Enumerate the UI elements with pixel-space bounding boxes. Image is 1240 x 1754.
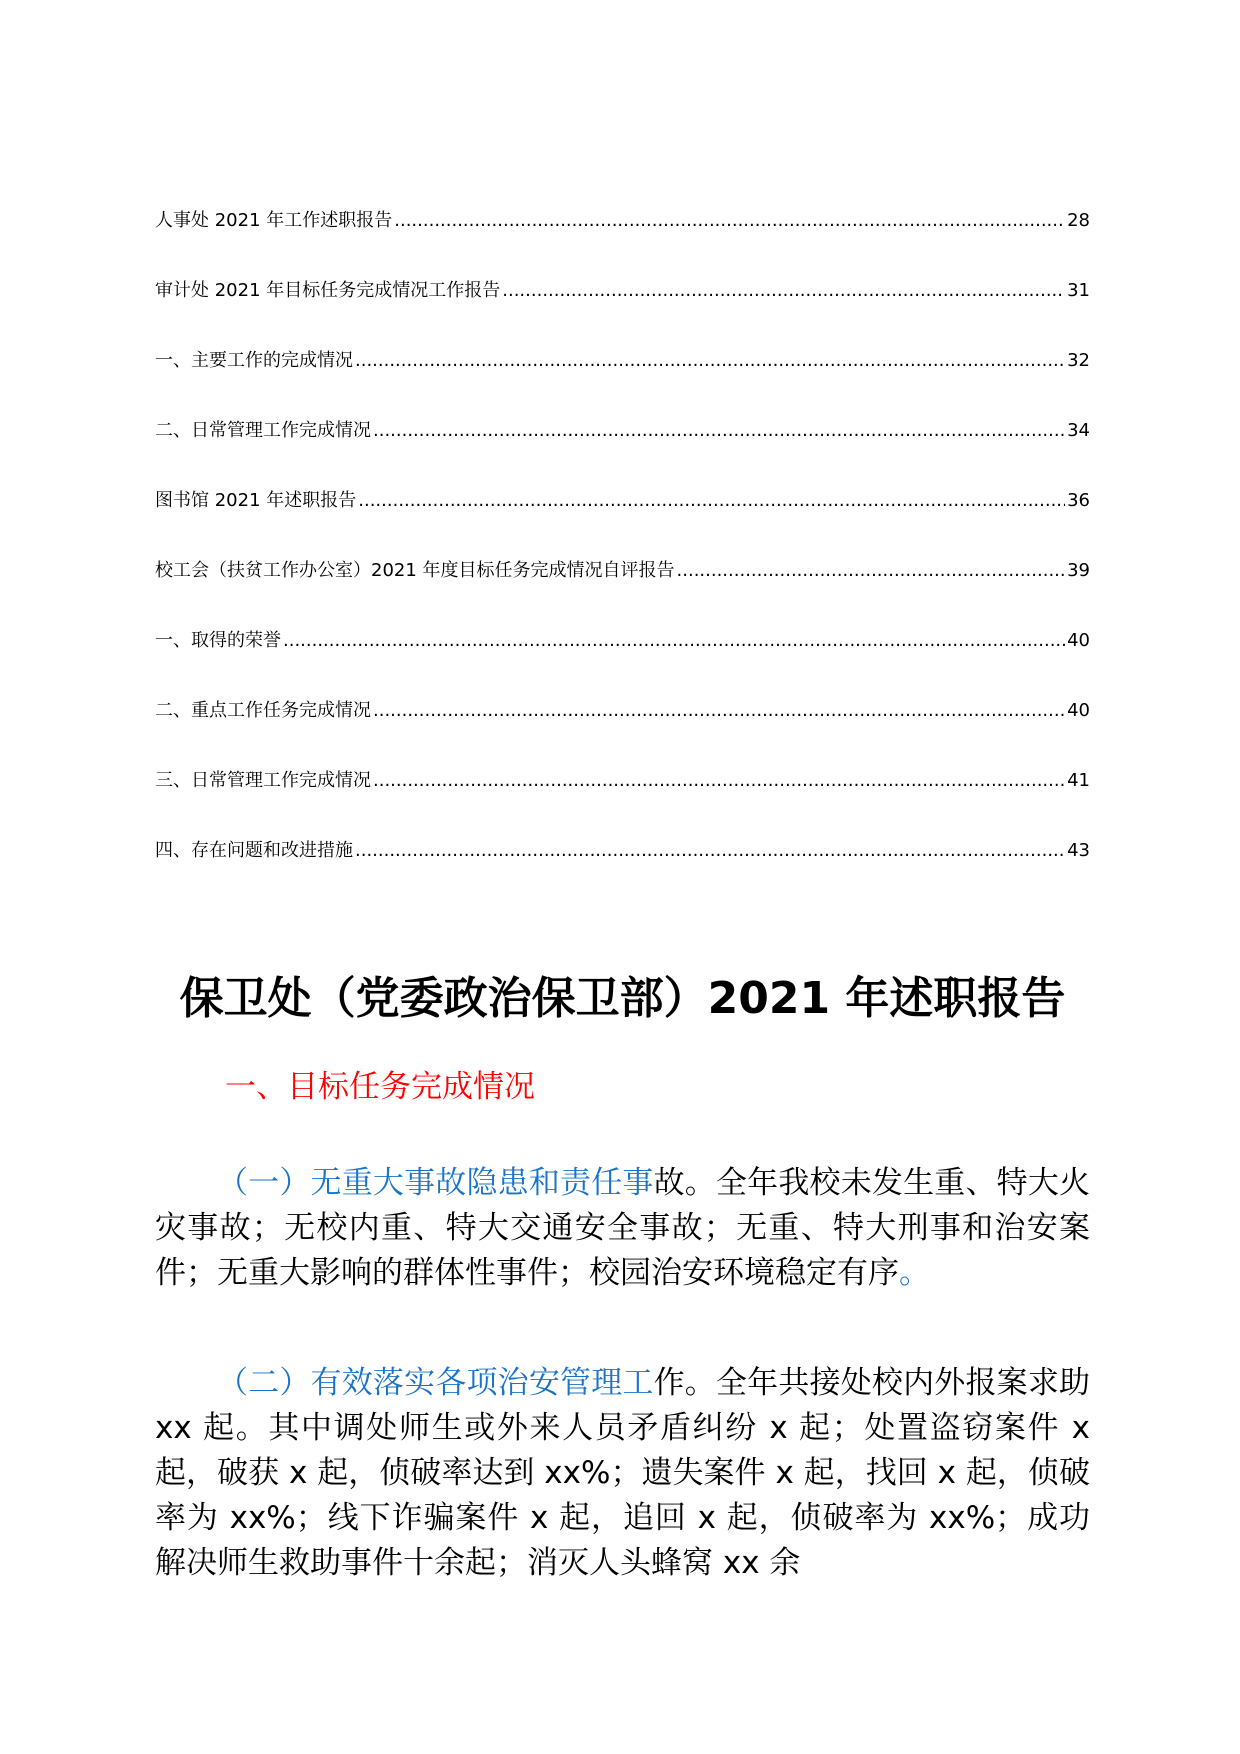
toc-entry[interactable]: [155, 206, 1090, 236]
toc-dot-leader: [394, 206, 1065, 236]
toc-page-number: 32: [1067, 350, 1090, 371]
toc-dot-leader: [373, 696, 1065, 726]
paragraph-lead: （二）有效落实各项治安管理工: [217, 1365, 654, 1401]
body-paragraph: [155, 1361, 1090, 1586]
toc-dot-leader: [373, 766, 1065, 796]
toc-page-number: 43: [1067, 840, 1090, 861]
toc-entry[interactable]: [155, 556, 1090, 586]
toc-entry-title: 一、主要工作的完成情况: [155, 350, 353, 371]
toc-entry[interactable]: [155, 626, 1090, 656]
toc-entry[interactable]: [155, 346, 1090, 376]
toc-entry[interactable]: [155, 416, 1090, 446]
document-title: 保卫处（党委政治保卫部）2021 年述职报告: [179, 973, 1066, 1025]
paragraph-text: 作。全年共接处校内外报案求助 xx 起。其中调处师生或外来人员矛盾纠纷 x 起；处置盗窃案件 x 起，破获 x 起，侦破率达到 xx%；遗失案件 x 起，找回 x 起，侦破率为 xx%；线下诈骗案件 x 起，追回 x 起，侦破率为 xx%；成功解决师生救助事件十余起；消灭人头蜂窝 xx 余: [155, 1365, 1090, 1581]
toc-entry-title: 校工会（扶贫工作办公室）2021 年度目标任务完成情况自评报告: [155, 560, 675, 581]
toc-page-number: 39: [1067, 560, 1090, 581]
toc-dot-leader: [358, 486, 1065, 516]
toc-entry[interactable]: [155, 766, 1090, 796]
toc-dot-leader: [502, 276, 1065, 306]
body-paragraph: [155, 1161, 1090, 1296]
toc-entry-title: 四、存在问题和改进措施: [155, 840, 353, 861]
toc-entry-title: 二、日常管理工作完成情况: [155, 420, 371, 441]
toc-page-number: 28: [1067, 210, 1090, 231]
toc-page-number: 34: [1067, 420, 1090, 441]
toc-entry-title: 图书馆 2021 年述职报告: [155, 490, 357, 511]
toc-page-number: 41: [1067, 770, 1090, 791]
toc-entry[interactable]: [155, 276, 1090, 306]
paragraph-text: 故。全年我校未发生重、特大火灾事故；无校内重、特大交通安全事故；无重、特大刑事和治安案件；无重大影响的群体性事件；校园治安环境稳定有序: [155, 1165, 1090, 1291]
toc-entry[interactable]: [155, 486, 1090, 516]
toc-dot-leader: [355, 836, 1065, 866]
toc-entry[interactable]: [155, 696, 1090, 726]
toc-entry-title: 二、重点工作任务完成情况: [155, 700, 371, 721]
toc-entry[interactable]: [155, 836, 1090, 866]
toc-entry-title: 人事处 2021 年工作述职报告: [155, 210, 393, 231]
toc-page-number: 40: [1067, 700, 1090, 721]
toc-entry-title: 审计处 2021 年目标任务完成情况工作报告: [155, 280, 501, 301]
toc-dot-leader: [677, 556, 1066, 586]
toc-page-number: 31: [1067, 280, 1090, 301]
toc-entry-title: 一、取得的荣誉: [155, 630, 281, 651]
paragraph-end: 。: [899, 1255, 930, 1291]
toc-entry-title: 三、日常管理工作完成情况: [155, 770, 371, 791]
toc-page-number: 36: [1067, 490, 1090, 511]
table-of-contents: [155, 206, 1090, 906]
toc-dot-leader: [373, 416, 1065, 446]
toc-page-number: 40: [1067, 630, 1090, 651]
toc-dot-leader: [355, 346, 1065, 376]
paragraph-lead: （一）无重大事故隐患和责任事: [217, 1165, 654, 1201]
toc-dot-leader: [283, 626, 1065, 656]
section-heading: 一、目标任务完成情况: [225, 1069, 535, 1105]
